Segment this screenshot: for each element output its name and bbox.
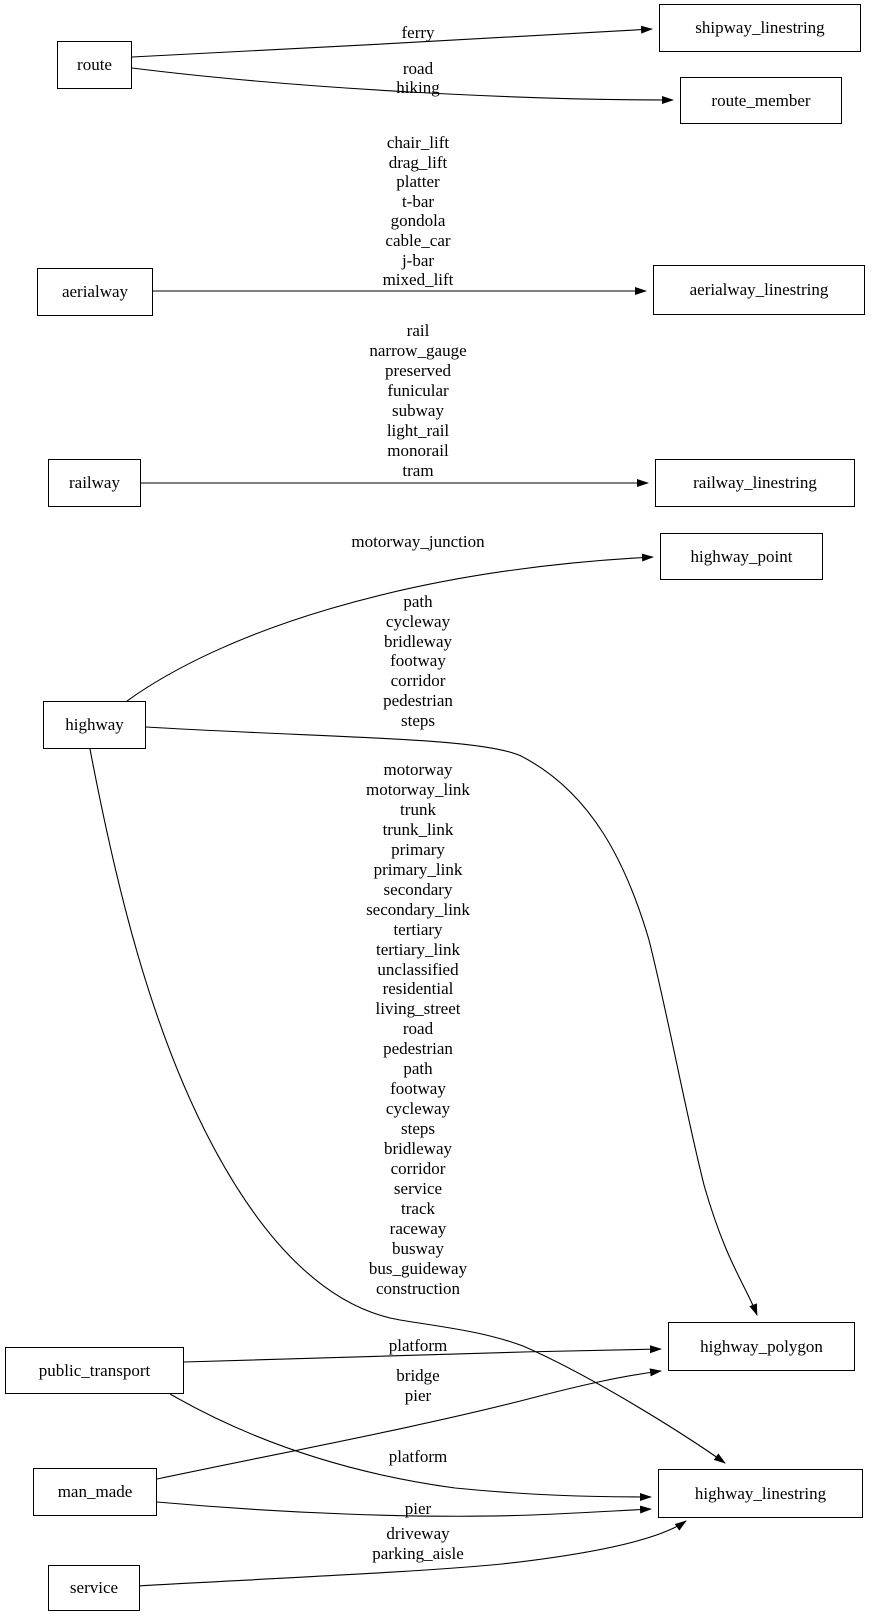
edge-label-line: gondola: [390, 211, 446, 231]
node-label: route_member: [711, 90, 811, 110]
node-man_made: [33, 1468, 157, 1516]
node-label: railway_linestring: [693, 473, 817, 492]
node-public_transport: [5, 1347, 184, 1394]
edge-label-line: primary_link: [373, 859, 463, 879]
edge-label-line: drag_lift: [388, 152, 448, 172]
node-label: highway_linestring: [694, 1483, 827, 1503]
edge-label-line: j-bar: [401, 250, 435, 270]
node-route: [57, 41, 132, 89]
edge-label-line: pedestrian: [383, 1039, 453, 1059]
edge-label-line: mixed_lift: [382, 270, 454, 290]
edge-label-line: living_street: [375, 999, 461, 1019]
node-highway: [43, 701, 146, 749]
edge-label-line: trunk: [400, 799, 436, 819]
edge-label-line: motorway_link: [366, 779, 470, 799]
node-label: public_transport: [38, 1360, 151, 1380]
edge-label-highway-highway_point: [351, 532, 484, 552]
edge-label-railway-railway_linestring: [369, 321, 466, 481]
edge-public_transport-highway_linestring: [170, 1394, 651, 1497]
edge-label-line: light_rail: [386, 421, 450, 440]
edge-label-line: rail: [406, 321, 430, 340]
edge-label-line: narrow_gauge: [369, 341, 467, 360]
edge-label-line: residential: [382, 979, 454, 999]
node-label: railway: [69, 473, 120, 492]
edge-label-line: pedestrian: [383, 690, 453, 710]
edge-label-line: funicular: [387, 381, 449, 400]
edge-label-line: primary: [391, 839, 445, 859]
edge-label-line: motorway_junction: [351, 532, 485, 551]
node-aerialway_linestring: [653, 265, 865, 315]
edge-label-line: path: [403, 1059, 433, 1079]
node-label: highway_point: [690, 546, 793, 566]
node-highway_polygon: [668, 1322, 855, 1371]
edge-label-line: preserved: [384, 361, 452, 380]
edge-label-line: footway: [390, 651, 446, 671]
edge-label-line: pier: [404, 1386, 432, 1405]
edge-label-line: chair_lift: [386, 133, 450, 152]
edge-label-line: secondary: [383, 879, 453, 899]
edge-label-line: hiking: [396, 78, 440, 97]
node-highway_point: [660, 533, 823, 580]
edge-label-route-shipway_linestring: [401, 23, 434, 43]
edge-label-line: cycleway: [385, 1099, 451, 1119]
node-railway_linestring: [655, 459, 855, 507]
edge-label-line: steps: [400, 1119, 435, 1139]
edge-label-man_made-highway_linestring: [405, 1499, 431, 1519]
edge-label-line: bridleway: [384, 631, 452, 651]
node-label: service: [69, 1578, 119, 1597]
node-label: man_made: [57, 1482, 133, 1501]
node-label: shipway_linestring: [695, 18, 825, 37]
edge-label-line: bus_guideway: [368, 1258, 468, 1278]
node-label: aerialway: [61, 282, 129, 301]
node-label: route: [77, 55, 112, 74]
edge-label-line: t-bar: [401, 191, 435, 211]
edge-label-highway-highway_linestring: [366, 760, 470, 1299]
edge-label-line: track: [401, 1198, 435, 1218]
edge-label-line: motorway: [383, 760, 453, 779]
node-label: highway_polygon: [700, 1336, 823, 1356]
edge-label-line: raceway: [389, 1218, 447, 1238]
edge-label-line: monorail: [387, 441, 449, 460]
edge-label-line: bridleway: [384, 1139, 452, 1159]
edge-label-man_made-highway_polygon: [396, 1366, 439, 1406]
node-label: aerialway_linestring: [689, 280, 829, 299]
edge-label-line: road: [402, 1019, 434, 1039]
edge-label-route-route_member: [396, 59, 439, 97]
edge-label-line: bridge: [396, 1366, 440, 1385]
edge-label-line: corridor: [390, 1159, 446, 1179]
node-route_member: [680, 77, 842, 124]
edge-label-highway-highway_polygon: [383, 592, 453, 731]
edge-label-line: service: [393, 1179, 443, 1199]
edge-label-line: cycleway: [385, 611, 451, 631]
edge-label-line: footway: [390, 1079, 446, 1099]
edge-label-service-highway_linestring: [372, 1524, 464, 1564]
node-label: highway: [65, 715, 124, 734]
edge-label-line: tram: [402, 461, 434, 480]
edge-label-line: platform: [388, 1336, 448, 1355]
edge-label-line: tertiary: [393, 919, 443, 939]
edge-label-line: cable_car: [385, 230, 451, 250]
edge-label-line: platter: [396, 172, 440, 192]
edge-label-aerialway-aerialway_linestring: [383, 133, 454, 290]
edge-label-line: parking_aisle: [372, 1544, 464, 1563]
edge-label-public_transport-highway_linestring: [389, 1447, 448, 1467]
edge-label-line: pier: [404, 1499, 432, 1518]
edge-route-shipway_linestring: [132, 29, 652, 57]
node-highway_linestring: [658, 1469, 863, 1518]
edge-label-line: ferry: [401, 23, 435, 42]
edge-label-line: road: [402, 59, 434, 78]
edge-label-line: corridor: [390, 671, 446, 691]
edge-label-line: busway: [392, 1238, 444, 1258]
edge-label-line: steps: [400, 710, 435, 730]
edge-label-line: subway: [392, 401, 444, 420]
edge-label-line: path: [403, 592, 433, 611]
edge-label-line: driveway: [386, 1524, 450, 1543]
node-aerialway: [37, 268, 153, 316]
edge-label-public_transport-highway_polygon: [389, 1336, 448, 1356]
edge-label-line: platform: [388, 1447, 448, 1466]
node-railway: [48, 459, 141, 507]
node-service: [48, 1565, 140, 1611]
node-shipway_linestring: [659, 4, 861, 52]
edge-label-line: trunk_link: [382, 819, 454, 839]
edge-label-line: secondary_link: [366, 899, 470, 919]
edge-label-line: construction: [375, 1278, 461, 1298]
edge-label-line: unclassified: [377, 959, 459, 979]
edge-label-line: tertiary_link: [375, 939, 461, 959]
